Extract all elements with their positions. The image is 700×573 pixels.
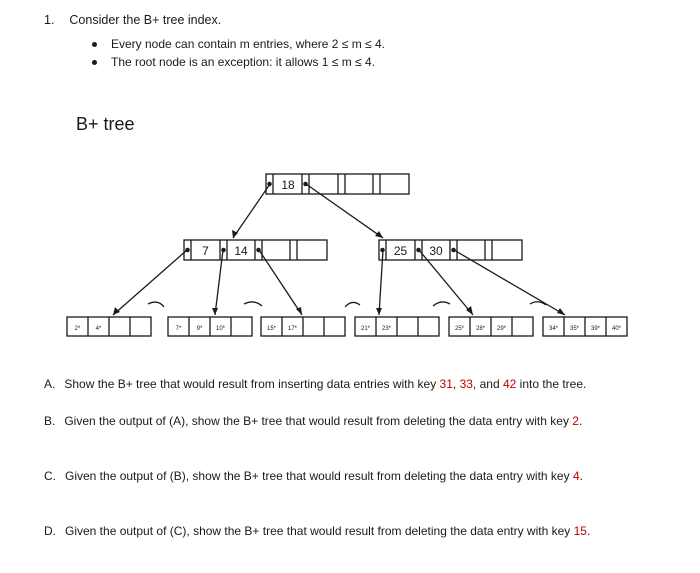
key-value: 31 bbox=[439, 377, 453, 391]
task-item-d: D. Given the output of (C), show the B+ tree that would result from deleting the data entry with key 15. bbox=[44, 524, 591, 538]
internal-key: 30 bbox=[429, 244, 443, 258]
leaf-entry: 40* bbox=[611, 326, 622, 332]
task-letter: B. bbox=[44, 414, 56, 428]
bullet-item: The root node is an exception: it allows 1 ≤ m ≤ 4. bbox=[92, 55, 375, 69]
leaf-entry: 21* bbox=[360, 326, 371, 332]
leaf-entry: 28* bbox=[475, 326, 486, 332]
sibling-links bbox=[148, 302, 546, 307]
leaf-entry: 29* bbox=[496, 326, 507, 332]
task-item-a: A. Show the B+ tree that would result from inserting data entries with key 31, 33, and 42 into the tree. bbox=[44, 377, 587, 391]
task-letter: C. bbox=[44, 469, 56, 483]
task-letter: A. bbox=[44, 377, 56, 391]
key-value: 42 bbox=[502, 377, 517, 391]
leaf-entry: 34* bbox=[548, 326, 559, 332]
task-item-b: B. Given the output of (A), show the B+ tree that would result from deleting the data entry with key 2. bbox=[44, 414, 583, 428]
internal-key: 7 bbox=[202, 244, 209, 258]
task-letter: D. bbox=[44, 524, 56, 538]
task-item-c: C. Given the output of (B), show the B+ tree that would result from deleting the data entry with key 4. bbox=[44, 469, 583, 483]
root-key: 18 bbox=[281, 178, 295, 192]
internal-key: 14 bbox=[234, 244, 248, 258]
leaf-entry: 15* bbox=[266, 326, 277, 332]
key-value: 33 bbox=[459, 377, 473, 391]
key-value: 2 bbox=[572, 414, 579, 428]
leaf-entry: 25* bbox=[454, 326, 465, 332]
question-number: 1. bbox=[44, 13, 55, 27]
leaf-entry: 35* bbox=[569, 326, 580, 332]
question-title: Consider the B+ tree index. bbox=[69, 13, 222, 27]
bullet-item: Every node can contain m entries, where 2 ≤ m ≤ 4. bbox=[92, 37, 385, 51]
leaf-entry: 39* bbox=[590, 326, 601, 332]
leaf-entry: 2* bbox=[74, 326, 81, 332]
leaf-entry: 7* bbox=[175, 326, 182, 332]
diagram-title: B+ tree bbox=[76, 114, 135, 134]
leaf-entry: 4* bbox=[95, 326, 102, 332]
leaf-entry: 17* bbox=[287, 326, 298, 332]
key-value: 15 bbox=[573, 524, 587, 538]
internal-key: 25 bbox=[393, 244, 408, 258]
leaf-entry: 23* bbox=[381, 326, 392, 332]
leaf-entry: 9* bbox=[196, 326, 203, 332]
key-value: 4 bbox=[572, 469, 580, 483]
leaf-entry: 10* bbox=[215, 326, 226, 332]
